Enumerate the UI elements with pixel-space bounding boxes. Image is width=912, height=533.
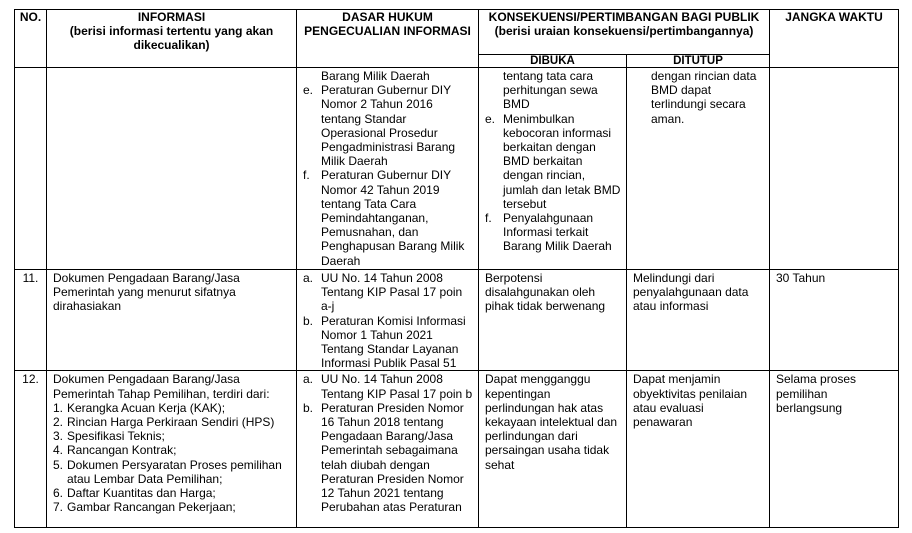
- list-marker: f.: [485, 211, 492, 226]
- header-jangka-waktu: JANGKA WAKTU: [770, 10, 899, 68]
- ditutup-cell: Melindungi dari penyalahgunaan data atau informasi: [627, 270, 770, 371]
- header-dasar-hukum: DASAR HUKUM PENGECUALIAN INFORMASI: [297, 10, 479, 68]
- list-item-text: UU No. 14 Tahun 2008 Tentang KIP Pasal 17 poin a-j: [321, 271, 463, 314]
- dasar-hukum-cell: [297, 371, 479, 528]
- list-item-text: Rincian Harga Perkiraan Sendiri (HPS): [67, 415, 275, 430]
- list-item: [485, 112, 622, 211]
- header-informasi-title: INFORMASI: [137, 10, 206, 24]
- list-item: [303, 271, 474, 314]
- list-item: [53, 443, 292, 457]
- informasi-cell: [47, 68, 297, 270]
- table-row: [15, 371, 899, 528]
- list-item: [303, 83, 474, 168]
- list-item: [303, 314, 474, 371]
- list-item-text: Peraturan Komisi Informasi Nomor 1 Tahun 2021 Tentang Standar Layanan Informasi Publik Pasal 51: [321, 313, 466, 371]
- header-konsekuensi: [479, 10, 770, 55]
- dibuka-list: [485, 69, 622, 254]
- dasar-hukum-list: [303, 69, 474, 268]
- list-marker: 3.: [53, 429, 64, 444]
- informasi-list: [53, 401, 292, 515]
- header-informasi-sub: (berisi informasi tertentu yang akan dikecualikan): [69, 24, 274, 53]
- list-item-text: Barang Milik Daerah: [321, 69, 430, 83]
- row-number-cell: 12.: [15, 371, 47, 528]
- list-item-text: Penyalahgunaan Informasi terkait Barang Milik Daerah: [503, 211, 612, 254]
- header-ditutup: DITUTUP: [627, 55, 770, 68]
- table-header-row: [15, 10, 899, 55]
- list-marker: 2.: [53, 415, 64, 430]
- header-konsekuensi-sub: (berisi uraian konsekuensi/pertimbangannya): [494, 24, 754, 39]
- dasar-hukum-cell: [297, 68, 479, 270]
- list-item-text: tentang tata cara perhitungan sewa BMD: [503, 69, 598, 112]
- list-item-text: Peraturan Presiden Nomor 16 Tahun 2018 tentang Pengadaan Barang/Jasa Pemerintah sebagaimana telah diubah dengan Peraturan Presiden Nomor 12 Tahun 2021 tentang Perubahan atas Peraturan: [321, 400, 464, 515]
- list-item: [303, 69, 474, 83]
- list-item-text: Daftar Kuantitas dan Harga;: [67, 486, 216, 501]
- list-marker: b.: [303, 400, 314, 415]
- ditutup-text: dengan rincian data BMD dapat terlindungi secara aman.: [651, 69, 757, 126]
- list-item-text: Gambar Rancangan Pekerjaan;: [67, 500, 236, 515]
- list-item: [303, 372, 474, 400]
- header-dibuka: DIBUKA: [479, 55, 627, 68]
- informasi-intro: Dokumen Pengadaan Barang/Jasa Pemerintah Tahap Pemilihan, terdiri dari:: [53, 372, 270, 401]
- list-marker: b.: [303, 313, 314, 328]
- header-no: NO.: [15, 10, 47, 68]
- dibuka-cell: [479, 68, 627, 270]
- list-item: [303, 168, 474, 267]
- row-number-cell: [15, 68, 47, 270]
- list-marker: a.: [303, 271, 314, 285]
- list-marker: 7.: [53, 500, 64, 515]
- list-item-text: Kerangka Acuan Kerja (KAK);: [67, 400, 226, 415]
- dibuka-cell: Berpotensi disalahgunakan oleh pihak tidak berwenang: [479, 270, 627, 371]
- table-row: [15, 68, 899, 270]
- list-item-text: Peraturan Gubernur DIY Nomor 2 Tahun 2016 tentang Standar Operasional Prosedur Pengadministrasi Barang Milik Daerah: [321, 83, 456, 169]
- list-item-text: UU No. 14 Tahun 2008 Tentang KIP Pasal 17 poin b: [321, 372, 473, 401]
- list-item: [53, 429, 292, 443]
- exception-table: [14, 9, 899, 528]
- list-marker: 4.: [53, 443, 64, 458]
- header-informasi: [47, 10, 297, 68]
- table-row: [15, 270, 899, 371]
- list-marker: a.: [303, 372, 314, 387]
- list-item: [53, 458, 292, 486]
- ditutup-cell: Dapat menjamin obyektivitas penilaian atau evaluasi penawaran: [627, 371, 770, 528]
- ditutup-cell: [627, 68, 770, 270]
- dasar-hukum-list: [303, 372, 474, 514]
- dasar-hukum-list: [303, 271, 474, 370]
- list-item-text: Menimbulkan kebocoran informasi berkaitan dengan BMD berkaitan dengan rincian, jumlah dan letak BMD tersebut: [503, 111, 621, 211]
- list-item: [53, 415, 292, 429]
- jangka-waktu-cell: [770, 68, 899, 270]
- list-marker: 5.: [53, 457, 64, 472]
- list-marker: 1.: [53, 400, 64, 415]
- list-marker: f.: [303, 168, 310, 183]
- dibuka-cell: Dapat mengganggu kepentingan perlindungan hak atas kekayaan intelektual dan perlindungan dari persaingan usaha tidak sehat: [479, 371, 627, 528]
- list-item: [53, 401, 292, 415]
- list-marker: e.: [485, 111, 496, 126]
- informasi-cell: Dokumen Pengadaan Barang/Jasa Pemerintah yang menurut sifatnya dirahasiakan: [47, 270, 297, 371]
- list-marker: 6.: [53, 486, 64, 501]
- list-item-text: Rancangan Kontrak;: [67, 443, 177, 458]
- informasi-cell: [47, 371, 297, 528]
- row-number-cell: 11.: [15, 270, 47, 371]
- header-konsekuensi-title: KONSEKUENSI/PERTIMBANGAN BAGI PUBLIK: [488, 10, 760, 24]
- list-item: [303, 401, 474, 515]
- list-item: [485, 69, 622, 112]
- list-item: [53, 486, 292, 500]
- jangka-waktu-cell: 30 Tahun: [770, 270, 899, 371]
- dasar-hukum-cell: [297, 270, 479, 371]
- list-marker: e.: [303, 83, 314, 98]
- list-item-text: Spesifikasi Teknis;: [67, 429, 165, 444]
- list-item: [53, 500, 292, 514]
- list-item-text: Dokumen Persyaratan Proses pemilihan atau Lembar Data Pemilihan;: [67, 457, 282, 486]
- list-item-text: Peraturan Gubernur DIY Nomor 42 Tahun 2019 tentang Tata Cara Pemindahtanganan, Pemusnahan, dan Penghapusan Barang Milik Daerah: [321, 168, 465, 268]
- jangka-waktu-cell: Selama proses pemilihan berlangsung: [770, 371, 899, 528]
- list-item: [485, 211, 622, 254]
